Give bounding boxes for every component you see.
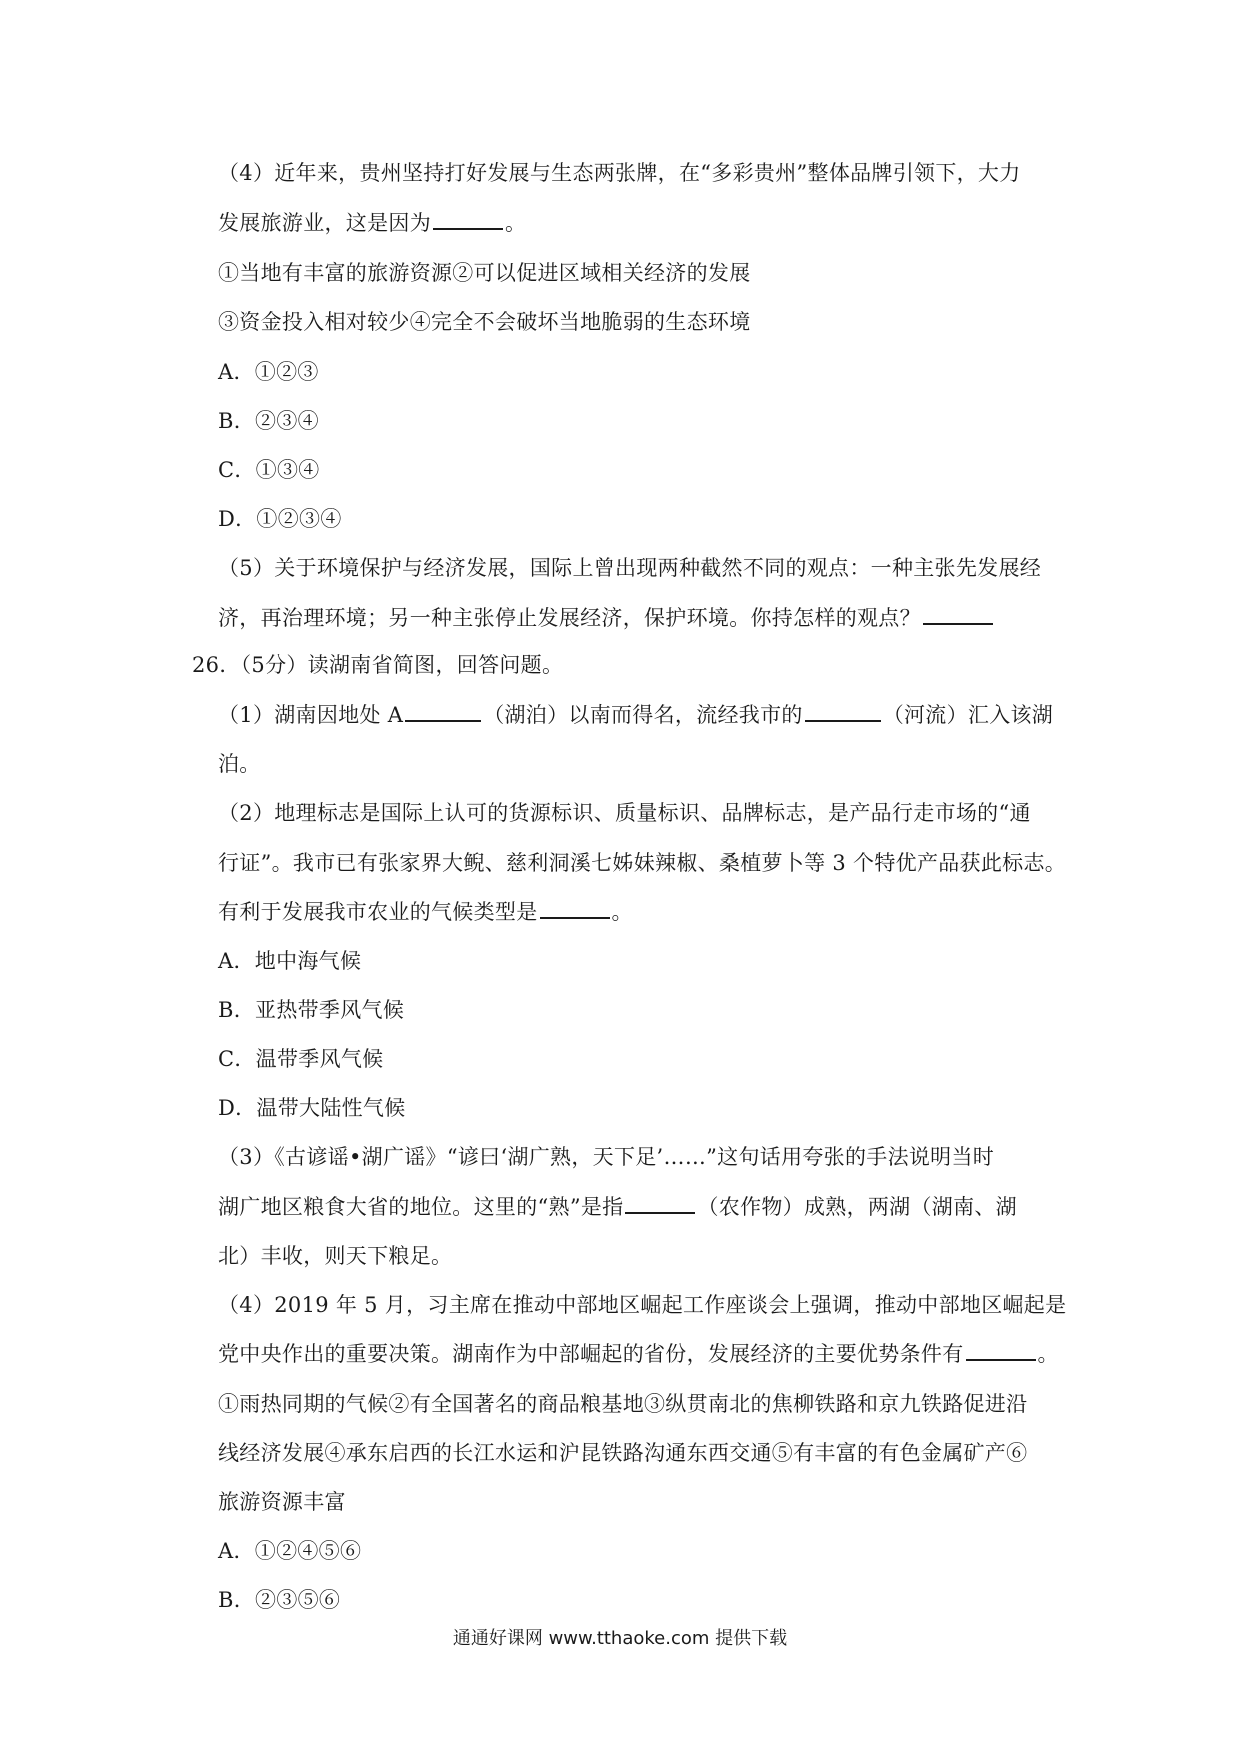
answer-blank-lake[interactable] <box>405 700 481 722</box>
q25-p5-line1: （5）关于环境保护与经济发展，国际上曾出现两种截然不同的观点：一种主张先发展经 <box>218 556 1042 580</box>
q25-p4-items1: ①当地有丰富的旅游资源②可以促进区域相关经济的发展 <box>218 261 751 285</box>
q26-p4-option-b: B．②③⑤⑥ <box>218 1588 341 1612</box>
q25-p4-line1: （4）近年来，贵州坚持打好发展与生态两张牌，在“多彩贵州”整体品牌引领下，大力 <box>218 161 1021 185</box>
q26-p2-option-b: B．亚热带季风气候 <box>218 998 405 1022</box>
q26-p1-stem-b: （湖泊）以南而得名，流经我市的 <box>483 703 803 727</box>
q25-p4-option-d: D．①②③④ <box>218 507 342 531</box>
q26-p4-line1: （4）2019 年 5 月，习主席在推动中部地区崛起工作座谈会上强调，推动中部地区崛起是 <box>218 1293 1067 1317</box>
q26-p3-line1: （3）《古谚谣•湖广谣》“谚曰‘湖广熟，天下足’……”这句话用夸张的手法说明当时 <box>218 1145 995 1169</box>
q26-p1-stem-a: （1）湖南因地处 A <box>218 703 404 727</box>
answer-blank[interactable] <box>540 897 610 919</box>
q26-p1-stem-c: （河流）汇入该湖 <box>882 703 1054 727</box>
q25-p4-option-c: C．①③④ <box>218 458 320 482</box>
q26-p2-stem-end: 。 <box>611 900 633 924</box>
q25-p4-items2: ③资金投入相对较少④完全不会破坏当地脆弱的生态环境 <box>218 310 751 334</box>
answer-blank[interactable] <box>923 603 993 625</box>
q26-p3-stem-b: （农作物）成熟，两湖（湖南、湖 <box>697 1195 1017 1219</box>
q26-p4-line5: 旅游资源丰富 <box>218 1490 346 1514</box>
q25-p5-line2 <box>218 603 995 633</box>
answer-blank-crop[interactable] <box>625 1192 695 1214</box>
q26-p2-option-d: D．温带大陆性气候 <box>218 1096 406 1120</box>
q26-p1-line1 <box>218 700 1053 730</box>
q26-p4-line4: 线经济发展④承东启西的长江水运和沪昆铁路沟通东西交通⑤有丰富的有色金属矿产⑥ <box>218 1441 1028 1465</box>
q26-p3-line2 <box>218 1192 1017 1222</box>
answer-blank-river[interactable] <box>805 700 881 722</box>
page-footer: 通通好课网 www.tthaoke.com 提供下载 <box>452 1628 788 1649</box>
q26-p3-line3: 北）丰收，则天下粮足。 <box>218 1244 453 1268</box>
answer-blank[interactable] <box>433 208 503 230</box>
q26-p4-line2 <box>218 1339 1059 1369</box>
q26-p4-stem-end: 。 <box>1037 1342 1059 1366</box>
q26-p4-stem: 党中央作出的重要决策。湖南作为中部崛起的省份，发展经济的主要优势条件有 <box>218 1342 964 1366</box>
q25-p4-option-a: A．①②③ <box>218 360 319 384</box>
q25-p5-stem: 济，再治理环境；另一种主张停止发展经济，保护环境。你持怎样的观点？ <box>218 606 921 630</box>
q25-p4-line2 <box>218 208 526 238</box>
q26-p2-line3 <box>218 897 633 927</box>
q26-p3-stem-a: 湖广地区粮食大省的地位。这里的“熟”是指 <box>218 1195 624 1219</box>
q26-p2-line1: （2）地理标志是国际上认可的货源标识、质量标识、品牌标志，是产品行走市场的“通 <box>218 801 1031 825</box>
q26-p4-line3: ①雨热同期的气候②有全国著名的商品粮基地③纵贯南北的焦柳铁路和京九铁路促进沿 <box>218 1392 1028 1416</box>
q26-p1-line2: 泊。 <box>218 752 261 776</box>
q26-header: 26．（5分）读湖南省简图，回答问题。 <box>192 653 564 677</box>
answer-blank[interactable] <box>966 1339 1036 1361</box>
q26-p2-option-a: A．地中海气候 <box>218 949 362 973</box>
q25-p4-option-b: B．②③④ <box>218 409 319 433</box>
q25-p4-stem: 发展旅游业，这是因为 <box>218 211 431 235</box>
q26-p2-stem: 有利于发展我市农业的气候类型是 <box>218 900 538 924</box>
q26-p2-line2: 行证”。我市已有张家界大鲵、慈利洞溪七姊妹辣椒、桑植萝卜等 3 个特优产品获此标志。 <box>218 851 1067 875</box>
q26-p2-option-c: C．温带季风气候 <box>218 1047 384 1071</box>
q25-p4-stem-end: 。 <box>505 211 527 235</box>
q26-p4-option-a: A．①②④⑤⑥ <box>218 1539 362 1563</box>
